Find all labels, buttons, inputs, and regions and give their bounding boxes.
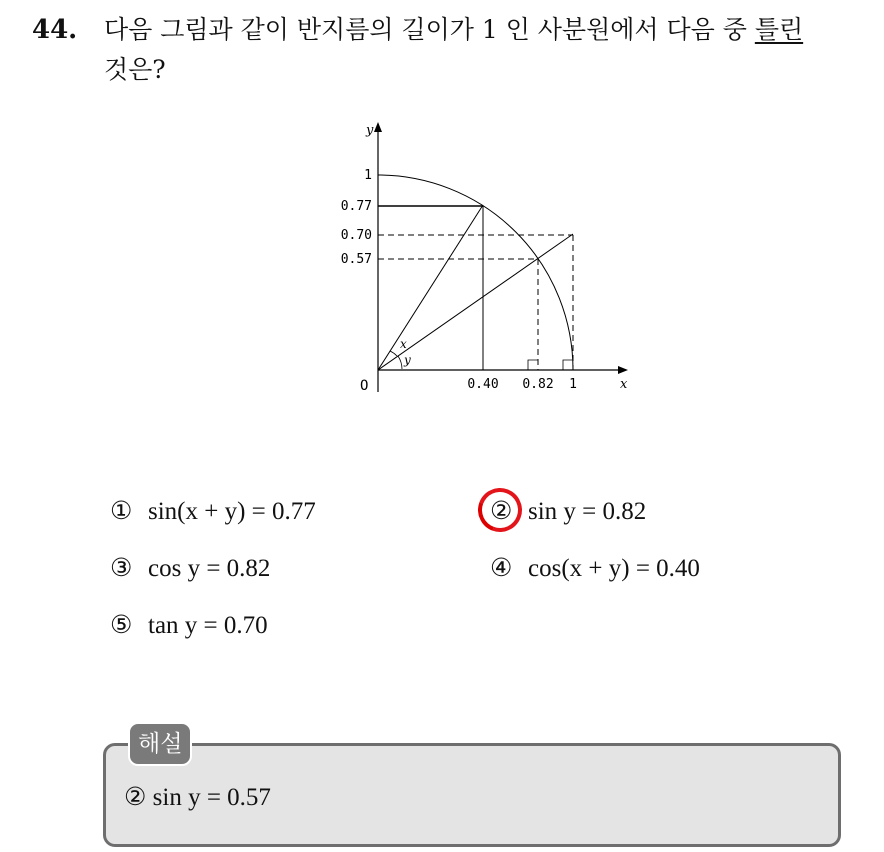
- y-axis-arrow: [374, 122, 382, 132]
- right-angle-mark-1: [563, 360, 573, 370]
- line-y-tangent: [378, 234, 573, 370]
- y-axis-label: y: [366, 123, 374, 138]
- question-line-2: 것은?: [104, 55, 166, 84]
- choice-3[interactable]: [110, 553, 270, 583]
- x-axis-arrow: [618, 366, 628, 374]
- choice-4-text: cos(x + y) = 0.40: [528, 555, 700, 582]
- question-text: [104, 10, 874, 90]
- angle-arc-x: [390, 351, 397, 356]
- choice-4-mark: ④: [490, 555, 513, 582]
- choice-1-text: sin(x + y) = 0.77: [148, 498, 316, 525]
- solution-text: ② sin y = 0.57: [124, 784, 271, 811]
- choice-4[interactable]: [490, 553, 700, 583]
- y-tick-070: 0.70: [340, 228, 372, 243]
- y-tick-057: 0.57: [340, 252, 372, 267]
- choice-5[interactable]: [110, 610, 268, 640]
- right-angle-mark-082: [528, 360, 538, 370]
- choice-5-mark: ⑤: [110, 612, 133, 639]
- x-tick-082: 0.82: [522, 377, 554, 392]
- radius-line-x-plus-y: [378, 205, 483, 370]
- x-tick-040: 0.40: [467, 377, 499, 392]
- choice-1-mark: ①: [110, 498, 133, 525]
- y-tick-1: 1: [364, 168, 372, 183]
- choice-5-text: tan y = 0.70: [148, 612, 268, 639]
- angle-arc-y: [398, 356, 402, 369]
- question-underlined-word: 틀린: [754, 15, 804, 44]
- angle-label-x: x: [400, 337, 407, 351]
- y-tick-077: 0.77: [340, 199, 372, 214]
- question-line-1-text: 다음 그림과 같이 반지름의 길이가 1 인 사분원에서 다음 중: [104, 15, 755, 44]
- choice-3-text: cos y = 0.82: [148, 555, 271, 582]
- solution-tag: 해설: [128, 722, 192, 766]
- origin-label: O: [360, 378, 369, 394]
- quarter-circle-arc: [378, 175, 573, 370]
- choice-3-mark: ③: [110, 555, 133, 582]
- x-axis-label: x: [620, 377, 628, 392]
- quarter-circle-figure: [330, 110, 640, 400]
- question-line-1: [104, 10, 874, 50]
- x-tick-1: 1: [569, 377, 577, 392]
- question-number: 44.: [32, 15, 78, 45]
- angle-label-y: y: [404, 353, 411, 367]
- choice-2-text: sin y = 0.82: [528, 498, 647, 525]
- choice-2-mark: ②: [490, 498, 513, 525]
- selected-answer-circle: [471, 481, 529, 539]
- choice-1[interactable]: [110, 496, 316, 526]
